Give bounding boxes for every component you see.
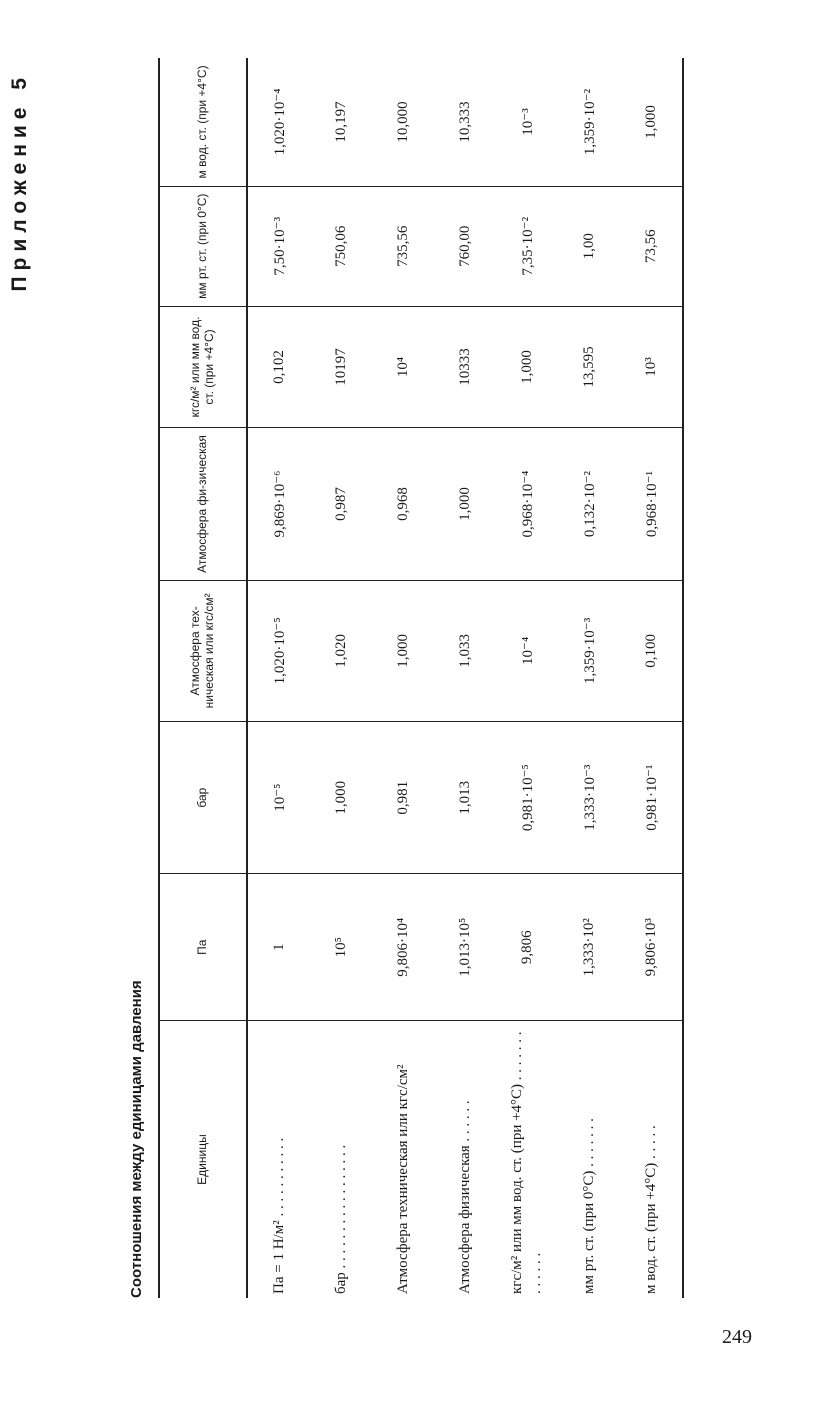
table-cell: 0,132·10⁻² <box>558 428 620 580</box>
header-units: Единицы <box>195 1134 210 1185</box>
header-technical-atmosphere: Атмосфера тех-ническая или кгс/см² <box>159 580 247 721</box>
table-cell: 0,968 <box>372 428 434 580</box>
table-cell: 9,806·10³ <box>620 874 683 1021</box>
pressure-units-table <box>158 58 684 1298</box>
table-cell: 10³ <box>620 306 683 428</box>
table-row <box>434 58 496 1298</box>
table-cell: 1,033 <box>434 580 496 721</box>
header-bar: бар <box>159 722 247 874</box>
table-row <box>558 58 620 1298</box>
table-cell: 1,359·10⁻³ <box>558 580 620 721</box>
table-cell: 1,020·10⁻⁵ <box>247 580 310 721</box>
table-row <box>372 58 434 1298</box>
rotated-page-content <box>8 8 808 1398</box>
table-row <box>247 58 310 1298</box>
table-cell: 735,56 <box>372 186 434 306</box>
table-cell: 1,013 <box>434 722 496 874</box>
header-physical-atmosphere: Атмосфера фи-зическая <box>159 428 247 580</box>
table-cell: 1,000 <box>372 580 434 721</box>
table-cell: 10⁻⁴ <box>496 580 558 721</box>
table-cell: 1,000 <box>310 722 372 874</box>
table-cell: 73,56 <box>620 186 683 306</box>
table-cell: 1,359·10⁻² <box>558 58 620 186</box>
table-row <box>310 58 372 1298</box>
table-cell: 0,981·10⁻¹ <box>620 722 683 874</box>
header-m-water: м вод. ст. (при +4°С) <box>159 58 247 186</box>
table-cell: 9,806 <box>496 874 558 1021</box>
table-cell: 1,333·10² <box>558 874 620 1021</box>
table-cell: 750,06 <box>310 186 372 306</box>
table-cell: 0,968·10⁻⁴ <box>496 428 558 580</box>
table-cell: 10,333 <box>434 58 496 186</box>
table-cell: 0,981·10⁻⁵ <box>496 722 558 874</box>
table-cell: 1,00 <box>558 186 620 306</box>
row-unit-label: Па = 1 Н/м² . . . . . . . . . . . <box>270 1137 287 1294</box>
table-header-row <box>159 58 247 1298</box>
table-cell: 1,020·10⁻⁴ <box>247 58 310 186</box>
table-cell: 9,869·10⁻⁶ <box>247 428 310 580</box>
table-cell: 9,806·10⁴ <box>372 874 434 1021</box>
table-cell: 10,197 <box>310 58 372 186</box>
table-cell: 1,000 <box>620 58 683 186</box>
table-cell: 10⁵ <box>310 874 372 1021</box>
table-cell: 10⁻³ <box>496 58 558 186</box>
table-row <box>620 58 683 1298</box>
table-cell: 1,333·10⁻³ <box>558 722 620 874</box>
table-cell: 7,35·10⁻² <box>496 186 558 306</box>
table-title: Соотношения между единицами давления <box>128 980 145 1298</box>
row-unit-label: Атмосфера техническая или кгс/см² <box>394 1064 411 1294</box>
table-cell: 10⁻⁵ <box>247 722 310 874</box>
page-number: 249 <box>722 1326 752 1348</box>
table-cell: 10⁴ <box>372 306 434 428</box>
table-cell: 0,987 <box>310 428 372 580</box>
table-cell: 7,50·10⁻³ <box>247 186 310 306</box>
row-unit-label: мм рт. ст. (при 0°С) . . . . . . . <box>580 1118 597 1294</box>
row-unit-label: Атмосфера физическая . . . . . . <box>456 1100 473 1294</box>
table-row <box>496 58 558 1298</box>
header-pa: Па <box>159 874 247 1021</box>
row-unit-label: м вод. ст. (при +4°С) . . . . . <box>620 1021 683 1298</box>
header-mmhg: мм рт. ст. (при 0°С) <box>159 186 247 306</box>
header-kgf-m2: кгс/м² или мм вод. ст. (при +4°С) <box>159 306 247 428</box>
appendix-label: Приложение 5 <box>8 72 31 292</box>
table-cell: 10197 <box>310 306 372 428</box>
table-cell: 1,013·10⁵ <box>434 874 496 1021</box>
table-cell: 13,595 <box>558 306 620 428</box>
row-unit-label: бар . . . . . . . . . . . . . . . . . <box>332 1144 349 1294</box>
table-cell: 0,981 <box>372 722 434 874</box>
row-unit-label: кгс/м² или мм вод. ст. (при +4°С) . . . . . . . . . . . . . <box>509 1031 544 1294</box>
table-cell: 1,000 <box>434 428 496 580</box>
table-cell: 0,102 <box>247 306 310 428</box>
table-cell: 10,000 <box>372 58 434 186</box>
table-cell: 1 <box>247 874 310 1021</box>
table-cell: 0,968·10⁻¹ <box>620 428 683 580</box>
table-cell: 1,000 <box>496 306 558 428</box>
table-cell: 760,00 <box>434 186 496 306</box>
table-cell: 10333 <box>434 306 496 428</box>
table-cell: 1,020 <box>310 580 372 721</box>
table-cell: 0,100 <box>620 580 683 721</box>
